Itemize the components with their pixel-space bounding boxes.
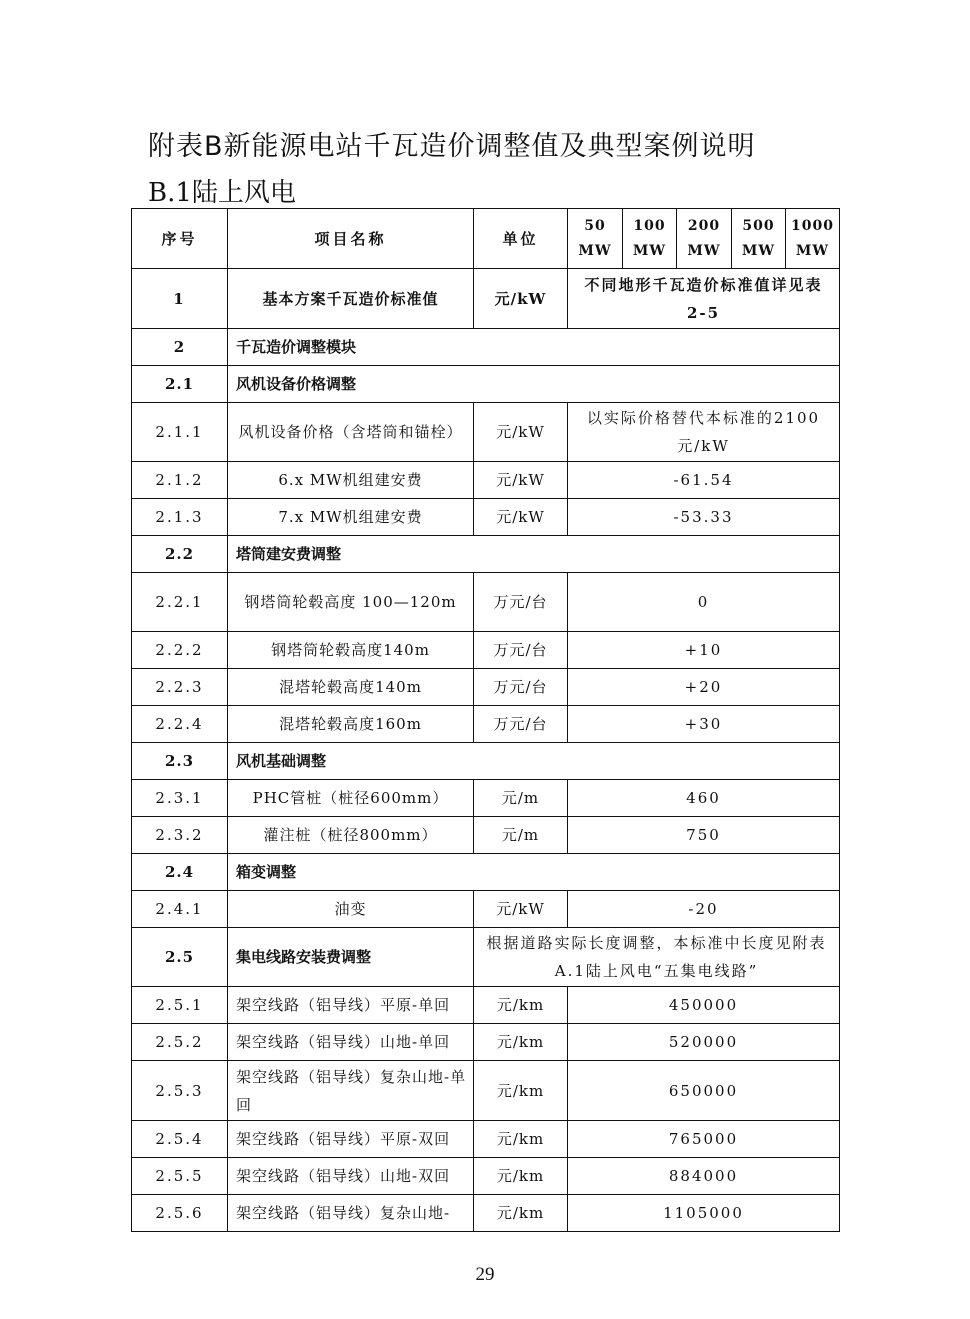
section-row xyxy=(132,329,840,366)
header-capacity-200: 200 MW xyxy=(677,209,732,269)
header-capacity-100: 100 MW xyxy=(623,209,677,269)
row-value: -61.54 xyxy=(568,462,840,499)
row-value: 450000 xyxy=(568,987,840,1024)
table-row xyxy=(132,632,840,669)
row-name: 千瓦造价调整模块 xyxy=(228,329,840,366)
table-row xyxy=(132,1121,840,1158)
row-number: 2.5.2 xyxy=(132,1024,228,1061)
row-number: 2.3.2 xyxy=(132,817,228,854)
row-number: 2.1.2 xyxy=(132,462,228,499)
row-name: 灌注桩（桩径800mm） xyxy=(228,817,474,854)
header-unit: 单位 xyxy=(474,209,568,269)
row-name: PHC管桩（桩径600mm） xyxy=(228,780,474,817)
row-value: 650000 xyxy=(568,1061,840,1121)
row-unit: 元/km xyxy=(474,1195,568,1232)
row-unit: 元/kW xyxy=(474,891,568,928)
section-row xyxy=(132,536,840,573)
row-value: 不同地形千瓦造价标准值详见表 2-5 xyxy=(568,269,840,329)
header-capacity-500: 500 MW xyxy=(732,209,786,269)
row-number: 2.5.5 xyxy=(132,1158,228,1195)
row-name: 风机设备价格调整 xyxy=(228,366,840,403)
row-value: -53.33 xyxy=(568,499,840,536)
row-unit: 元/km xyxy=(474,987,568,1024)
table-row xyxy=(132,1195,840,1232)
row-unit: 元/m xyxy=(474,817,568,854)
row-number: 2.4.1 xyxy=(132,891,228,928)
table-row xyxy=(132,817,840,854)
row-name: 混塔轮毂高度160m xyxy=(228,706,474,743)
section-row xyxy=(132,854,840,891)
table-header-row xyxy=(132,209,840,269)
table-row xyxy=(132,1061,840,1121)
row-name: 基本方案千瓦造价标准值 xyxy=(228,269,474,329)
row-unit: 元/kW xyxy=(474,499,568,536)
row-number: 2.2.3 xyxy=(132,669,228,706)
row-unit: 万元/台 xyxy=(474,706,568,743)
row-value: 根据道路实际长度调整，本标准中长度见附表A.1陆上风电“五集电线路” xyxy=(474,928,840,987)
row-number: 2.5.6 xyxy=(132,1195,228,1232)
row-number: 2.3 xyxy=(132,743,228,780)
table-row xyxy=(132,269,840,329)
row-value: 1105000 xyxy=(568,1195,840,1232)
row-name: 6.x MW机组建安费 xyxy=(228,462,474,499)
row-unit: 元/km xyxy=(474,1024,568,1061)
table-row xyxy=(132,891,840,928)
row-unit: 元/km xyxy=(474,1158,568,1195)
header-name: 项目名称 xyxy=(228,209,474,269)
row-unit: 万元/台 xyxy=(474,669,568,706)
row-value: 0 xyxy=(568,573,840,632)
page-title: 附表B新能源电站千瓦造价调整值及典型案例说明 xyxy=(148,131,756,162)
row-number: 2.2 xyxy=(132,536,228,573)
row-number: 2.3.1 xyxy=(132,780,228,817)
row-name: 集电线路安装费调整 xyxy=(228,928,474,987)
page-number: 29 xyxy=(475,1264,495,1285)
row-name: 油变 xyxy=(228,891,474,928)
row-name: 架空线路（铝导线）山地-单回 xyxy=(228,1024,474,1061)
row-number: 2.4 xyxy=(132,854,228,891)
row-name: 风机设备价格（含塔筒和锚栓） xyxy=(228,403,474,462)
row-value: 884000 xyxy=(568,1158,840,1195)
row-value: 以实际价格替代本标准的2100元/kW xyxy=(568,403,840,462)
row-number: 2.2.1 xyxy=(132,573,228,632)
table-row xyxy=(132,573,840,632)
row-name: 架空线路（铝导线）山地-双回 xyxy=(228,1158,474,1195)
header-seq: 序号 xyxy=(132,209,228,269)
table-row xyxy=(132,499,840,536)
row-unit: 元/kW xyxy=(474,403,568,462)
row-name: 架空线路（铝导线）平原-双回 xyxy=(228,1121,474,1158)
table-row xyxy=(132,706,840,743)
table-row xyxy=(132,1158,840,1195)
row-name: 塔筒建安费调整 xyxy=(228,536,840,573)
table-row xyxy=(132,669,840,706)
row-name: 架空线路（铝导线）复杂山地-单回 xyxy=(228,1061,474,1121)
section-row xyxy=(132,928,840,987)
row-value: 520000 xyxy=(568,1024,840,1061)
table-row xyxy=(132,780,840,817)
row-unit: 元/kW xyxy=(474,269,568,329)
row-name: 7.x MW机组建安费 xyxy=(228,499,474,536)
header-capacity-1000: 1000 MW xyxy=(786,209,840,269)
row-number: 2.5.3 xyxy=(132,1061,228,1121)
header-capacity-50: 50 MW xyxy=(568,209,623,269)
table-row xyxy=(132,462,840,499)
row-value: -20 xyxy=(568,891,840,928)
row-unit: 元/km xyxy=(474,1121,568,1158)
cost-adjustment-table xyxy=(131,208,840,1232)
row-name: 钢塔筒轮毂高度 100—120m xyxy=(228,573,474,632)
row-number: 2.1.3 xyxy=(132,499,228,536)
row-unit: 万元/台 xyxy=(474,632,568,669)
row-name: 混塔轮毂高度140m xyxy=(228,669,474,706)
row-number: 2.5 xyxy=(132,928,228,987)
row-unit: 元/kW xyxy=(474,462,568,499)
row-number: 2 xyxy=(132,329,228,366)
table-row xyxy=(132,987,840,1024)
row-value: 765000 xyxy=(568,1121,840,1158)
row-value: 750 xyxy=(568,817,840,854)
table-row xyxy=(132,403,840,462)
row-name: 架空线路（铝导线）平原-单回 xyxy=(228,987,474,1024)
section-row xyxy=(132,743,840,780)
row-number: 2.5.4 xyxy=(132,1121,228,1158)
row-value: 460 xyxy=(568,780,840,817)
section-title: B.1陆上风电 xyxy=(148,178,296,208)
row-value: +20 xyxy=(568,669,840,706)
row-name: 箱变调整 xyxy=(228,854,840,891)
row-number: 2.5.1 xyxy=(132,987,228,1024)
row-unit: 元/m xyxy=(474,780,568,817)
row-number: 2.2.4 xyxy=(132,706,228,743)
row-value: +10 xyxy=(568,632,840,669)
row-value: +30 xyxy=(568,706,840,743)
row-number: 1 xyxy=(132,269,228,329)
row-number: 2.2.2 xyxy=(132,632,228,669)
row-number: 2.1 xyxy=(132,366,228,403)
row-name: 钢塔筒轮毂高度140m xyxy=(228,632,474,669)
row-unit: 元/km xyxy=(474,1061,568,1121)
section-row xyxy=(132,366,840,403)
table-row xyxy=(132,1024,840,1061)
row-number: 2.1.1 xyxy=(132,403,228,462)
row-name: 架空线路（铝导线）复杂山地- xyxy=(228,1195,474,1232)
row-name: 风机基础调整 xyxy=(228,743,840,780)
row-unit: 万元/台 xyxy=(474,573,568,632)
